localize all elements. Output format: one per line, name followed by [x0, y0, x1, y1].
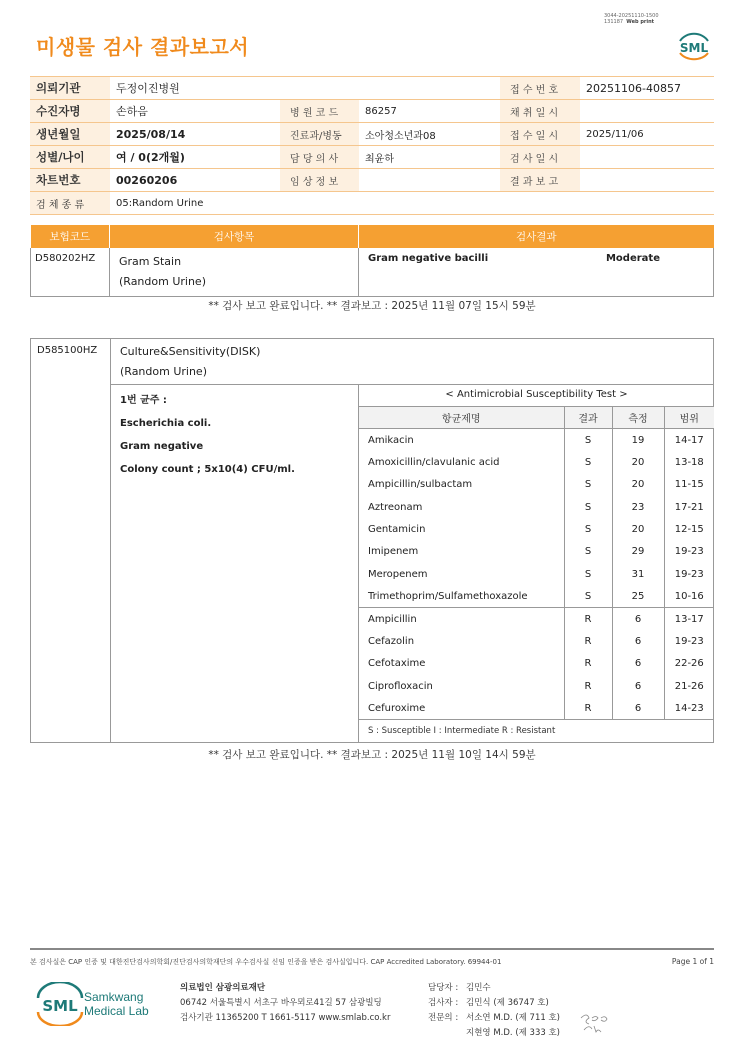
accreditation-note: 본 검사실은 CAP 인증 및 대한진단검사의학회/진단검사의학재단의 우수검사실 신임 인증을 받은 검사실입니다. CAP Accredited Laboratory. 69944-01	[30, 958, 502, 966]
drug-range: 17-21	[664, 496, 714, 518]
lab-name-line1: Samkwang	[84, 990, 144, 1004]
drug-result: S	[564, 586, 612, 608]
staff-value: 지현영 M.D. (제 333 호)	[466, 1028, 561, 1038]
drug-name: Amoxicillin/clavulanic acid	[359, 451, 565, 473]
drug-value: 6	[612, 653, 664, 675]
ast-row	[359, 563, 715, 585]
ast-row	[359, 675, 715, 697]
ast-row	[359, 541, 715, 563]
drug-result: S	[564, 496, 612, 518]
dept-label: 진료과/병동	[280, 123, 359, 146]
staff-key: 전문의 :	[428, 1013, 459, 1023]
drug-range: 22-26	[664, 653, 714, 675]
drug-value: 20	[612, 474, 664, 496]
drug-value: 6	[612, 608, 664, 630]
col-test-item: 검사항목	[110, 225, 359, 248]
foundation-contact: 검사기관 11365200 T 1661-5117 www.smlab.co.kr	[180, 1013, 391, 1023]
staff-key: 담당자 :	[428, 983, 459, 993]
drug-result: S	[564, 474, 612, 496]
foundation-info	[180, 981, 390, 1026]
culture-code: D585100HZ	[37, 345, 98, 356]
staff-value: 서소연 M.D. (제 711 호)	[466, 1013, 561, 1023]
drug-value: 31	[612, 563, 664, 585]
sex-age-label: 성별/나이	[30, 146, 110, 169]
drug-value: 29	[612, 541, 664, 563]
gram-stain-code: D580202HZ	[31, 248, 110, 297]
request-org-value: 두정이진병원	[110, 77, 500, 100]
drug-result: S	[564, 429, 612, 451]
patient-value: 손하음	[110, 100, 280, 123]
drug-value: 6	[612, 630, 664, 652]
drug-name: Meropenem	[359, 563, 565, 585]
staff-value: 김민수	[466, 983, 491, 993]
drug-result: S	[564, 518, 612, 540]
print-code-id: 131187	[604, 19, 624, 25]
drug-name: Ampicillin/sulbactam	[359, 474, 565, 496]
gram-stain-level: Moderate	[605, 253, 660, 264]
drug-range: 21-26	[664, 675, 714, 697]
test-date-value	[580, 146, 714, 169]
drug-name: Ciprofloxacin	[359, 675, 565, 697]
organism-line: Colony count ; 5x10(4) CFU/ml.	[120, 464, 295, 475]
gram-stain-result	[359, 248, 714, 297]
hospital-code-label: 병 원 코 드	[280, 100, 359, 123]
drug-name: Amikacin	[359, 429, 565, 451]
staff-value: 김민식 (제 36747 호)	[466, 998, 549, 1008]
ast-row	[359, 451, 715, 473]
drug-range: 12-15	[664, 518, 714, 540]
ast-row	[359, 608, 715, 630]
test-date-label: 검 사 일 시	[500, 146, 580, 169]
dept-value: 소아청소년과08	[359, 123, 500, 146]
receipt-date-label: 접 수 일 시	[500, 123, 580, 146]
drug-name: Trimethoprim/Sulfamethoxazole	[359, 586, 565, 608]
collect-date-label: 채 취 일 시	[500, 100, 580, 123]
print-code-label: Web print	[626, 19, 655, 25]
drug-result: R	[564, 653, 612, 675]
ast-title: < Antimicrobial Susceptibility Test >	[359, 384, 715, 406]
drug-name: Gentamicin	[359, 518, 565, 540]
specimen-value: 05:Random Urine	[110, 192, 714, 215]
hospital-code-value: 86257	[359, 100, 500, 123]
dob-label: 생년월일	[30, 123, 110, 146]
staff-info	[428, 981, 560, 1041]
patient-label: 수진자명	[30, 100, 110, 123]
ast-row	[359, 586, 715, 608]
dob-value: 2025/08/14	[110, 123, 280, 146]
receipt-no-label: 접 수 번 호	[500, 77, 580, 100]
clinical-value	[359, 169, 500, 192]
culture-item	[120, 342, 260, 382]
ast-row	[359, 518, 715, 540]
print-code-line1: 3044-20251110-1500	[604, 13, 659, 19]
drug-value: 19	[612, 429, 664, 451]
organism-line: Escherichia coli.	[120, 418, 212, 429]
organism-line: 1번 균주 :	[120, 395, 167, 406]
receipt-date-value: 2025/11/06	[580, 123, 714, 146]
drug-name: Aztreonam	[359, 496, 565, 518]
receipt-no-value: 20251106-40857	[580, 77, 714, 100]
drug-range: 19-23	[664, 563, 714, 585]
patient-info-table	[30, 76, 714, 215]
report-value	[580, 169, 714, 192]
sml-logo-text: SML	[679, 41, 709, 55]
drug-name: Imipenem	[359, 541, 565, 563]
sex-age-value: 여 / 0(2개월)	[110, 146, 280, 169]
drug-result: S	[564, 451, 612, 473]
drug-range: 13-17	[664, 608, 714, 630]
gram-stain-table	[30, 225, 714, 297]
ast-row	[359, 697, 715, 719]
ast-row	[359, 474, 715, 496]
drug-range: 13-18	[664, 451, 714, 473]
staff-key: 검사자 :	[428, 998, 459, 1008]
doctor-value: 최윤하	[359, 146, 500, 169]
report-complete-2: ** 검사 보고 완료입니다. ** 결과보고 : 2025년 11월 10일 14시 59분	[208, 749, 536, 761]
col-insurance-code: 보험코드	[31, 225, 110, 248]
drug-name: Cefazolin	[359, 630, 565, 652]
col-test-result: 검사결과	[359, 225, 714, 248]
drug-result: S	[564, 541, 612, 563]
report-label: 결 과 보 고	[500, 169, 580, 192]
report-complete-1: ** 검사 보고 완료입니다. ** 결과보고 : 2025년 11월 07일 15시 59분	[208, 300, 536, 312]
ast-table	[358, 384, 714, 742]
drug-range: 19-23	[664, 541, 714, 563]
ast-row	[359, 429, 715, 451]
signature-icon	[578, 1010, 614, 1036]
doctor-label: 담 당 의 사	[280, 146, 359, 169]
drug-range: 14-23	[664, 697, 714, 719]
page-title: 미생물 검사 결과보고서	[36, 35, 250, 59]
drug-range: 10-16	[664, 586, 714, 608]
print-code	[604, 13, 659, 25]
ast-legend: S : Susceptible I : Intermediate R : Resistant	[359, 720, 715, 742]
drug-result: S	[564, 563, 612, 585]
lab-name	[84, 990, 149, 1018]
drug-value: 6	[612, 697, 664, 719]
culture-section	[30, 338, 714, 743]
drug-result: R	[564, 675, 612, 697]
collect-date-value	[580, 100, 714, 123]
drug-result: R	[564, 630, 612, 652]
drug-value: 23	[612, 496, 664, 518]
page-number: Page 1 of 1	[671, 957, 714, 966]
gram-stain-finding: Gram negative bacilli	[368, 253, 489, 264]
chart-no-label: 차트번호	[30, 169, 110, 192]
drug-name: Cefotaxime	[359, 653, 565, 675]
ast-col-result: 결과	[564, 406, 612, 428]
organism-line: Gram negative	[120, 441, 204, 452]
drug-range: 19-23	[664, 630, 714, 652]
drug-range: 11-15	[664, 474, 714, 496]
drug-result: R	[564, 697, 612, 719]
drug-result: R	[564, 608, 612, 630]
drug-value: 20	[612, 518, 664, 540]
culture-name: Culture&Sensitivity(DISK)	[120, 345, 261, 358]
ast-col-drug: 항균제명	[359, 406, 565, 428]
clinical-label: 임 상 정 보	[280, 169, 359, 192]
ast-row	[359, 496, 715, 518]
drug-value: 20	[612, 451, 664, 473]
samkwang-logo-text: SML	[42, 997, 78, 1015]
sml-logo-icon	[674, 27, 714, 63]
specimen-label: 검 체 종 류	[30, 192, 110, 215]
ast-row	[359, 630, 715, 652]
ast-row	[359, 653, 715, 675]
ast-col-value: 측정	[612, 406, 664, 428]
foundation-name: 의료법인 삼광의료재단	[180, 983, 266, 993]
ast-col-range: 범위	[664, 406, 714, 428]
drug-range: 14-17	[664, 429, 714, 451]
organism-info	[120, 389, 295, 481]
foundation-address: 06742 서울특별시 서초구 바우뫼로41길 57 삼광빌딩	[180, 998, 382, 1008]
gram-stain-name: Gram Stain	[119, 255, 182, 268]
culture-specimen: (Random Urine)	[120, 365, 207, 378]
drug-name: Ampicillin	[359, 608, 565, 630]
drug-name: Cefuroxime	[359, 697, 565, 719]
chart-no-value: 00260206	[110, 169, 280, 192]
gram-stain-item	[110, 248, 359, 297]
drug-value: 25	[612, 586, 664, 608]
request-org-label: 의뢰기관	[30, 77, 110, 100]
drug-value: 6	[612, 675, 664, 697]
gram-stain-specimen: (Random Urine)	[119, 275, 206, 288]
lab-name-line2: Medical Lab	[84, 1004, 149, 1018]
